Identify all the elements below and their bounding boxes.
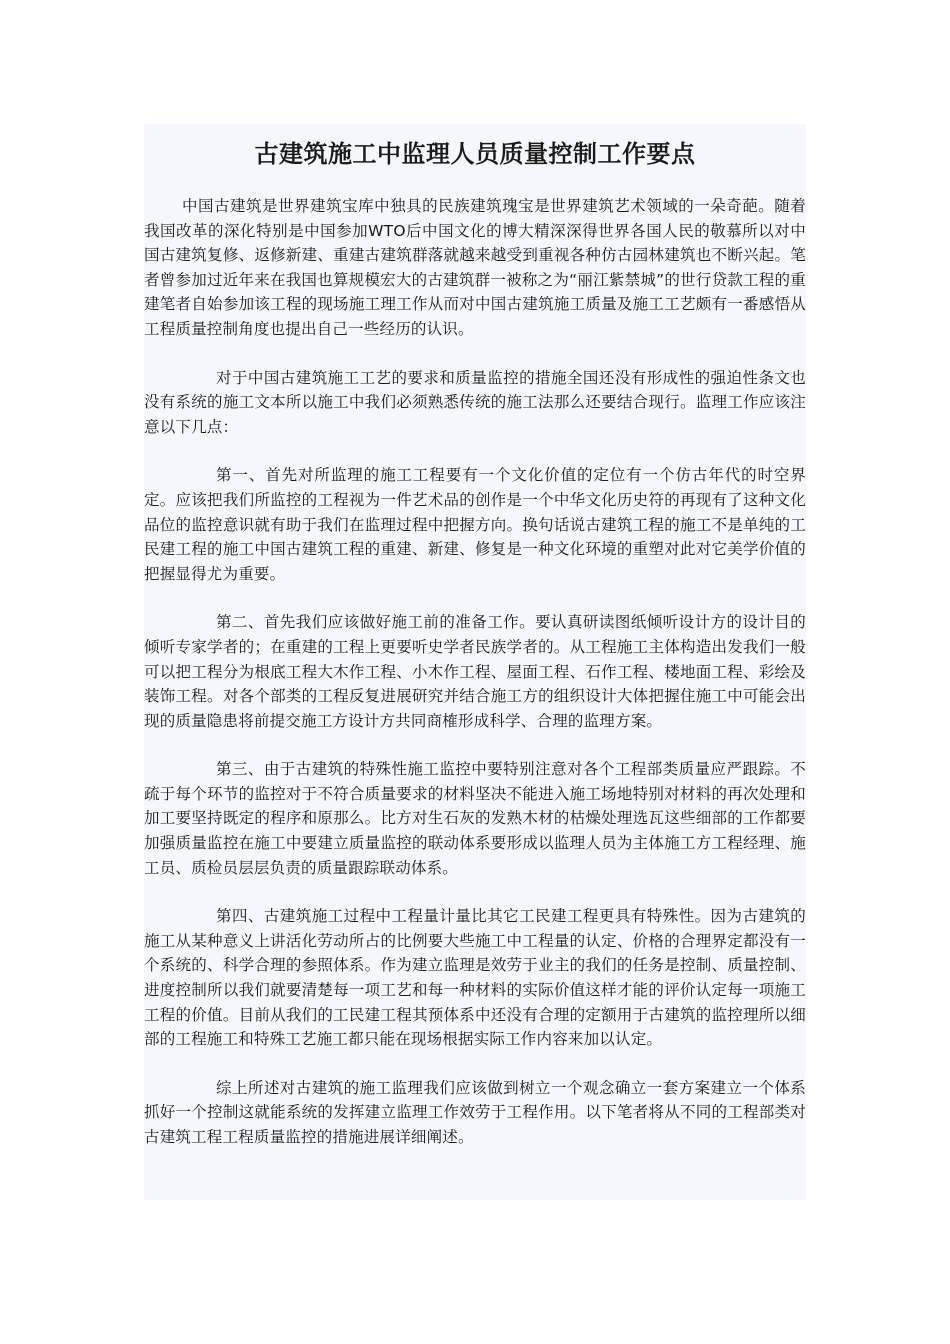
paragraph-point-2: 第二、首先我们应该做好施工前的准备工作。要认真研读图纸倾听设计方的设计目的倾听专家学者的；在重建的工程上更要听史学者民族学者的。从工程施工主体构造出发我们一般可以把工程分为根底工程大木作工程、小木作工程、屋面工程、石作工程、楼地面工程、彩绘及装饰工程。对各个部类的工程反复进展研究并结合施工方的组织设计大体把握住施工中可能会出现的质量隐患将前提交施工方设计方共同商榷形成科学、合理的监理方案。 [144,613,806,730]
paragraph-point-1: 第一、首先对所监理的施工工程要有一个文化价值的定位有一个仿古年代的时空界定。应该把我们所监控的工程视为一件艺术品的创作是一个中华文化历史符的再现有了这种文化品位的监控意识就有助于我们在监理过程中把握方向。换句话说古建筑工程的施工不是单纯的工民建工程的施工中国古建筑工程的重建、新建、修复是一种文化环境的重塑对此对它美学价值的把握显得尤为重要。 [144,466,806,583]
document-body [144,194,806,1150]
document-page [144,124,806,1200]
paragraph-point-4: 第四、古建筑施工过程中工程量计量比其它工民建工程更具有特殊性。因为古建筑的施工从某种意义上讲活化劳动所占的比例要大些施工中工程量的认定、价格的合理界定都没有一个系统的、科学合理的参照体系。作为建立监理是效劳于业主的我们的任务是控制、质量控制、进度控制所以我们就要清楚每一项工艺和每一种材料的实际价值这样才能的评价认定每一项施工工程的价值。目前从我们的工民建工程其预体系中还没有合理的定额用于古建筑的监控理所以细部的工程施工和特殊工艺施工都只能在现场根据实际工作内容来加以认定。 [144,907,806,1049]
paragraph-point-3: 第三、由于古建筑的特殊性施工监控中要特别注意对各个工程部类质量应严跟踪。不疏于每个环节的监控对于不符合质量要求的材料坚决不能进入施工场地特别对材料的再次处理和加工要坚持既定的程序和原那么。比方对生石灰的发熟木材的枯燥处理选瓦这些细部的工作都要加强质量监控在施工中要建立质量监控的联动体系要形成以监理人员为主体施工方工程经理、施工员、质检员层层负责的质量跟踪联动体系。 [144,760,806,877]
paragraph-summary: 综上所述对古建筑的施工监理我们应该做到树立一个观念确立一套方案建立一个体系抓好一个控制这就能系统的发挥建立监理工作效劳于工程作用。以下笔者将从不同的工程部类对古建筑工程工程质量监控的措施进展详细阐述。 [144,1078,806,1146]
paragraph-requirements: 对于中国古建筑施工工艺的要求和质量监控的措施全国还没有形成性的强迫性条文也没有系统的施工文本所以施工中我们必须熟悉传统的施工法那么还要结合现行。监理工作应该注意以下几点： [144,368,806,436]
paragraph-intro: 中国古建筑是世界建筑宝库中独具的民族建筑瑰宝是世界建筑艺术领域的一朵奇葩。随着我国改革的深化特别是中国参加WTO后中国文化的博大精深深得世界各国人民的敬慕所以对中国古建筑复修、返修新建、重建古建筑群落就越来越受到重视各种仿古园林建筑也不断兴起。笔者曾参加过近年来在我国也算规模宏大的古建筑群一被称之为“丽江紫禁城”的世行贷款工程的重建笔者自始参加该工程的现场施工理工作从而对中国古建筑施工质量及施工工艺颇有一番感悟从工程质量控制角度也提出自己一些经历的认识。 [144,197,806,338]
document-title: 古建筑施工中监理人员质量控制工作要点 [254,140,696,168]
